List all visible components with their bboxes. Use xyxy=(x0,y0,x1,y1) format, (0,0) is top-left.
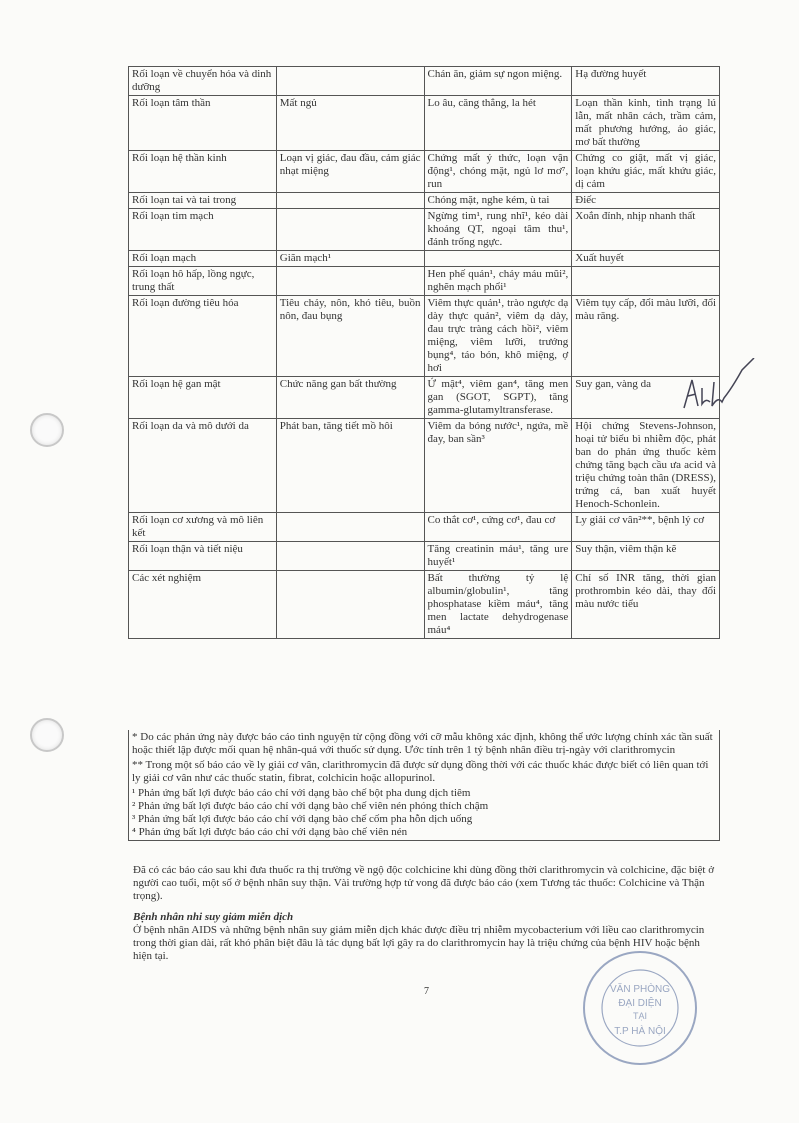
uncommon-frequency-cell: Lo âu, căng thẳng, la hét xyxy=(424,96,572,151)
organ-class-cell: Rối loạn mạch xyxy=(129,251,277,267)
svg-text:T.P HÀ NỘI: T.P HÀ NỘI xyxy=(614,1026,666,1037)
table-row xyxy=(129,571,720,639)
common-frequency-cell xyxy=(276,513,424,542)
common-frequency-cell: Chức năng gan bất thường xyxy=(276,377,424,419)
organ-class-cell: Rối loạn tim mạch xyxy=(129,209,277,251)
punch-hole xyxy=(30,718,64,752)
unknown-frequency-cell: Điếc xyxy=(572,193,720,209)
unknown-frequency-cell: Chỉ số INR tăng, thời gian prothrombin kéo dài, thay đổi màu nước tiểu xyxy=(572,571,720,639)
uncommon-frequency-cell: Ứ mật⁴, viêm gan⁴, tăng men gan (SGOT, SGPT), tăng gamma-glutamyltransferase. xyxy=(424,377,572,419)
unknown-frequency-cell: Ly giải cơ vân²**, bệnh lý cơ xyxy=(572,513,720,542)
table-row xyxy=(129,419,720,513)
unknown-frequency-cell: Hạ đường huyết xyxy=(572,67,720,96)
organ-class-cell: Rối loạn thận và tiết niệu xyxy=(129,542,277,571)
organ-class-cell: Rối loạn hệ gan mật xyxy=(129,377,277,419)
common-frequency-cell xyxy=(276,193,424,209)
footnote: ⁴ Phản ứng bất lợi được báo cáo chỉ với dạng bào chế viên nén xyxy=(132,826,408,838)
uncommon-frequency-cell: Viêm thực quản¹, trào ngược dạ dày thực quản², viêm dạ dày, đau trực tràng cách hồi², viêm miệng, viêm lưỡi, trướng bụng⁴, táo bón, khô miệng, ợ hơi xyxy=(424,296,572,377)
unknown-frequency-cell: Viêm tụy cấp, đổi màu lưỡi, đổi màu răng. xyxy=(572,296,720,377)
unknown-frequency-cell: Xoắn đỉnh, nhịp nhanh thất xyxy=(572,209,720,251)
unknown-frequency-cell: Chứng co giật, mất vị giác, loạn khứu giác, mất khứu giác, dị cảm xyxy=(572,151,720,193)
table-row xyxy=(129,209,720,251)
paragraph-immunocompromised: Ở bệnh nhân AIDS và những bệnh nhân suy giảm miễn dịch khác được điều trị nhiễm mycobacterium với liều cao clarithromycin trong thời gian dài, rất khó phân biệt đâu là tác dụng bất lợi gây ra do clarithromycin hay là triệu chứng của bệnh HIV hoặc bệnh hiện tại. xyxy=(133,924,705,962)
table-row xyxy=(129,542,720,571)
organ-class-cell: Các xét nghiệm xyxy=(129,571,277,639)
table-row xyxy=(129,267,720,296)
uncommon-frequency-cell: Co thắt cơ¹, cứng cơ¹, đau cơ xyxy=(424,513,572,542)
svg-text:TẠI: TẠI xyxy=(632,1011,648,1021)
unknown-frequency-cell: Xuất huyết xyxy=(572,251,720,267)
uncommon-frequency-cell: Bất thường tỷ lệ albumin/globulin¹, tăng phosphatase kiềm máu⁴, tăng men lactate dehydrogenase máu⁴ xyxy=(424,571,572,639)
footnote: ¹ Phản ứng bất lợi được báo cáo chỉ với dạng bào chế bột pha dung dịch tiêm xyxy=(132,787,471,799)
uncommon-frequency-cell xyxy=(424,251,572,267)
footnote: * Do các phản ứng này được báo cáo tình nguyện từ cộng đồng với cỡ mẫu không xác định, không thể ước lượng chính xác tần suất hoặc thiết lập được mối quan hệ nhân-quả với thuốc sử dụng. Ước tính trên 1 tỷ bệnh nhân điều trị-ngày với clarithromycin xyxy=(132,731,713,756)
uncommon-frequency-cell: Hen phế quản¹, chảy máu mũi², nghẽn mạch phổi¹ xyxy=(424,267,572,296)
uncommon-frequency-cell: Chóng mặt, nghe kém, ù tai xyxy=(424,193,572,209)
table-row xyxy=(129,377,720,419)
table-row xyxy=(129,96,720,151)
svg-text:VĂN PHÒNG: VĂN PHÒNG xyxy=(609,984,671,995)
common-frequency-cell xyxy=(276,267,424,296)
footnote: ³ Phản ứng bất lợi được báo cáo chỉ với dạng bào chế cốm pha hỗn dịch uống xyxy=(132,813,473,825)
table-row xyxy=(129,251,720,267)
unknown-frequency-cell: Suy gan, vàng da xyxy=(572,377,720,419)
svg-text:ĐẠI DIỆN: ĐẠI DIỆN xyxy=(618,998,662,1009)
footnote: ** Trong một số báo cáo về ly giải cơ vân, clarithromycin đã được sử dụng đồng thời với các thuốc khác được biết có liên quan tới ly giải cơ vân như các thuốc statin, fibrat, colchicin hoặc allopurinol. xyxy=(132,759,709,784)
common-frequency-cell: Tiêu chảy, nôn, khó tiêu, buồn nôn, đau bụng xyxy=(276,296,424,377)
office-stamp xyxy=(580,948,700,1068)
paragraph-colchicine: Đã có các báo cáo sau khi đưa thuốc ra thị trường về ngộ độc colchicine khi dùng đồng thời clarithromycin và colchicine, đặc biệt ở người cao tuổi, một số ở bệnh nhân suy thận. Vài trường hợp tử vong đã được báo cáo (xem Tương tác thuốc: Colchicine và Thận trọng). xyxy=(133,864,715,902)
handwritten-signature xyxy=(676,358,756,428)
unknown-frequency-cell: Hội chứng Stevens-Johnson, hoại tử biểu bì nhiễm độc, phát ban do phản ứng thuốc kèm chứng tăng bạch cầu ưa acid và triệu chứng toàn thân (DRESS), trứng cá, ban xuất huyết Henoch-Schonlein. xyxy=(572,419,720,513)
common-frequency-cell: Mất ngủ xyxy=(276,96,424,151)
common-frequency-cell xyxy=(276,67,424,96)
common-frequency-cell: Phát ban, tăng tiết mồ hôi xyxy=(276,419,424,513)
organ-class-cell: Rối loạn da và mô dưới da xyxy=(129,419,277,513)
footnote: ² Phản ứng bất lợi được báo cáo chỉ với dạng bào chế viên nén phóng thích chậm xyxy=(132,800,489,812)
footnotes xyxy=(128,730,720,841)
unknown-frequency-cell: Loạn thần kinh, tình trạng lú lẫn, mất nhân cách, trầm cảm, mất phương hướng, ảo giác, mơ bất thường xyxy=(572,96,720,151)
unknown-frequency-cell xyxy=(572,267,720,296)
unknown-frequency-cell: Suy thận, viêm thận kẽ xyxy=(572,542,720,571)
organ-class-cell: Rối loạn hệ thần kinh xyxy=(129,151,277,193)
uncommon-frequency-cell: Viêm da bóng nước¹, ngứa, mề đay, ban sần³ xyxy=(424,419,572,513)
common-frequency-cell: Giãn mạch¹ xyxy=(276,251,424,267)
table-row xyxy=(129,67,720,96)
organ-class-cell: Rối loạn đường tiêu hóa xyxy=(129,296,277,377)
organ-class-cell: Rối loạn tai và tai trong xyxy=(129,193,277,209)
organ-class-cell: Rối loạn tâm thần xyxy=(129,96,277,151)
punch-hole xyxy=(30,413,64,447)
section-title: Bệnh nhân nhi suy giảm miễn dịch xyxy=(133,911,294,923)
common-frequency-cell: Loạn vị giác, đau đầu, cảm giác nhạt miệng xyxy=(276,151,424,193)
table-row xyxy=(129,296,720,377)
organ-class-cell: Rối loạn hô hấp, lồng ngực, trung thất xyxy=(129,267,277,296)
table-row xyxy=(129,513,720,542)
common-frequency-cell xyxy=(276,571,424,639)
uncommon-frequency-cell: Chứng mất ý thức, loạn vận động¹, chóng mặt, ngủ lơ mơ⁷, run xyxy=(424,151,572,193)
common-frequency-cell xyxy=(276,542,424,571)
uncommon-frequency-cell: Tăng creatinin máu¹, tăng ure huyết¹ xyxy=(424,542,572,571)
uncommon-frequency-cell: Ngừng tim¹, rung nhĩ¹, kéo dài khoảng QT, ngoại tâm thu¹, đánh trống ngực. xyxy=(424,209,572,251)
organ-class-cell: Rối loạn cơ xương và mô liên kết xyxy=(129,513,277,542)
adverse-reactions-table xyxy=(128,66,720,639)
common-frequency-cell xyxy=(276,209,424,251)
organ-class-cell: Rối loạn về chuyển hóa và dinh dưỡng xyxy=(129,67,277,96)
table-row xyxy=(129,151,720,193)
page-number: 7 xyxy=(424,986,429,997)
table-row xyxy=(129,193,720,209)
uncommon-frequency-cell: Chán ăn, giảm sự ngon miệng. xyxy=(424,67,572,96)
